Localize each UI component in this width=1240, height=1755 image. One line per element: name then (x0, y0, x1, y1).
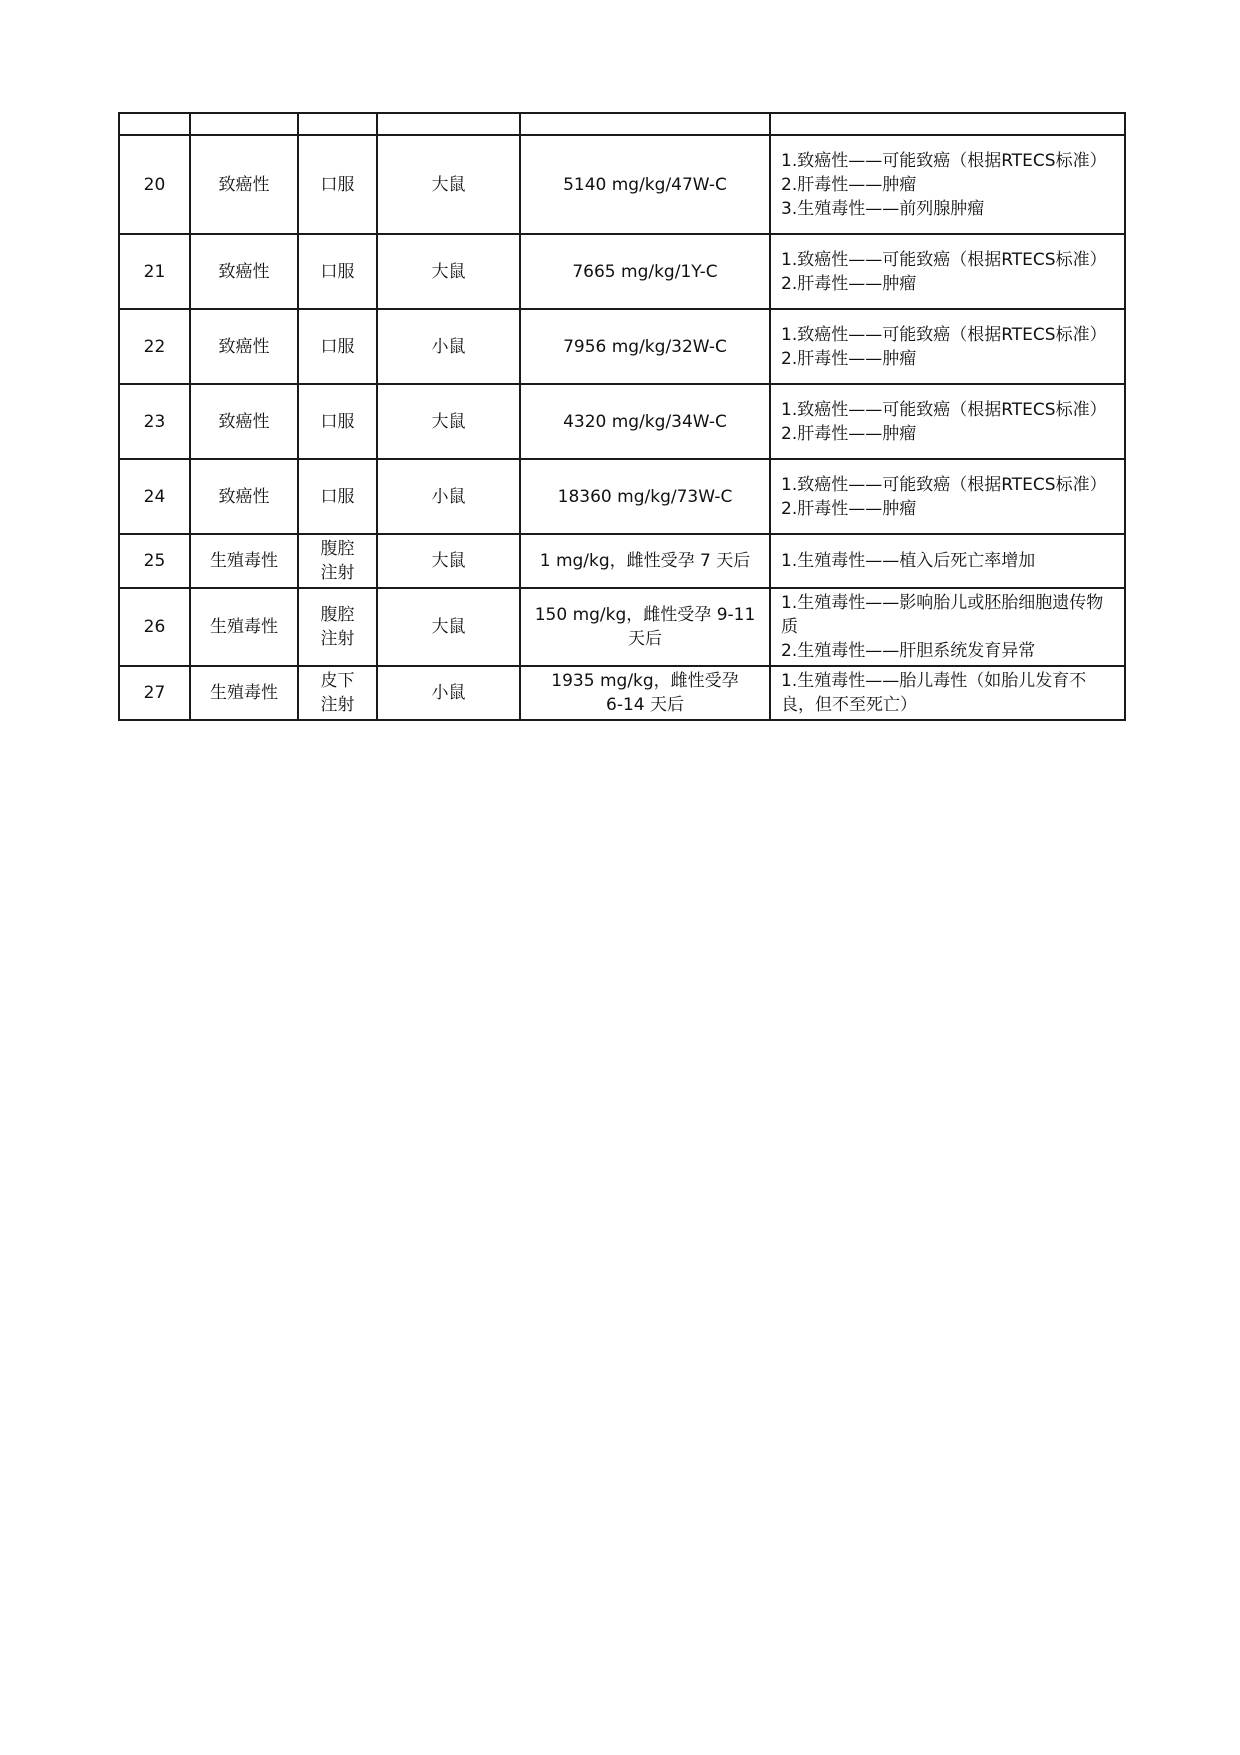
test-species: 大鼠 (377, 234, 520, 309)
row-number: 21 (119, 234, 190, 309)
row-number: 23 (119, 384, 190, 459)
toxicity-type: 致癌性 (190, 459, 298, 534)
exposure-route: 腹腔 注射 (298, 534, 377, 588)
toxicity-type: 生殖毒性 (190, 534, 298, 588)
table-row (119, 588, 1125, 666)
table-row (119, 666, 1125, 720)
table-row (119, 534, 1125, 588)
effect-description: 1.致癌性——可能致癌（根据RTECS标准） 2.肝毒性——肿瘤 (770, 234, 1125, 309)
toxicity-type: 致癌性 (190, 309, 298, 384)
test-species: 大鼠 (377, 135, 520, 234)
dose: 18360 mg/kg/73W-C (520, 459, 770, 534)
row-number: 22 (119, 309, 190, 384)
row-number: 26 (119, 588, 190, 666)
dose: 4320 mg/kg/34W-C (520, 384, 770, 459)
effect-description: 1.致癌性——可能致癌（根据RTECS标准） 2.肝毒性——肿瘤 3.生殖毒性——前列腺肿瘤 (770, 135, 1125, 234)
exposure-route: 皮下 注射 (298, 666, 377, 720)
toxicity-type: 生殖毒性 (190, 588, 298, 666)
test-species: 小鼠 (377, 309, 520, 384)
header-cell (119, 113, 190, 135)
table-row (119, 234, 1125, 309)
effect-description: 1.致癌性——可能致癌（根据RTECS标准） 2.肝毒性——肿瘤 (770, 309, 1125, 384)
effect-description: 1.致癌性——可能致癌（根据RTECS标准） 2.肝毒性——肿瘤 (770, 384, 1125, 459)
header-cell (190, 113, 298, 135)
dose: 7665 mg/kg/1Y-C (520, 234, 770, 309)
test-species: 大鼠 (377, 384, 520, 459)
test-species: 小鼠 (377, 459, 520, 534)
exposure-route: 口服 (298, 384, 377, 459)
dose: 5140 mg/kg/47W-C (520, 135, 770, 234)
header-cell (377, 113, 520, 135)
table-row (119, 384, 1125, 459)
toxicity-type: 生殖毒性 (190, 666, 298, 720)
exposure-route: 口服 (298, 234, 377, 309)
toxicity-type: 致癌性 (190, 384, 298, 459)
header-cell (298, 113, 377, 135)
test-species: 大鼠 (377, 588, 520, 666)
exposure-route: 口服 (298, 459, 377, 534)
effect-description: 1.生殖毒性——植入后死亡率增加 (770, 534, 1125, 588)
exposure-route: 口服 (298, 135, 377, 234)
table-header-row (119, 113, 1125, 135)
header-cell (520, 113, 770, 135)
row-number: 24 (119, 459, 190, 534)
exposure-route: 腹腔 注射 (298, 588, 377, 666)
toxicity-table (118, 112, 1126, 721)
dose: 1935 mg/kg，雌性受孕 6-14 天后 (520, 666, 770, 720)
toxicity-type: 致癌性 (190, 135, 298, 234)
table-row (119, 135, 1125, 234)
effect-description: 1.致癌性——可能致癌（根据RTECS标准） 2.肝毒性——肿瘤 (770, 459, 1125, 534)
row-number: 25 (119, 534, 190, 588)
effect-description: 1.生殖毒性——影响胎儿或胚胎细胞遗传物质 2.生殖毒性——肝胆系统发育异常 (770, 588, 1125, 666)
toxicity-type: 致癌性 (190, 234, 298, 309)
effect-description: 1.生殖毒性——胎儿毒性（如胎儿发育不良，但不至死亡） (770, 666, 1125, 720)
test-species: 小鼠 (377, 666, 520, 720)
dose: 7956 mg/kg/32W-C (520, 309, 770, 384)
row-number: 20 (119, 135, 190, 234)
table-row (119, 309, 1125, 384)
test-species: 大鼠 (377, 534, 520, 588)
dose: 1 mg/kg，雌性受孕 7 天后 (520, 534, 770, 588)
dose: 150 mg/kg，雌性受孕 9-11 天后 (520, 588, 770, 666)
row-number: 27 (119, 666, 190, 720)
exposure-route: 口服 (298, 309, 377, 384)
table-row (119, 459, 1125, 534)
header-cell (770, 113, 1125, 135)
